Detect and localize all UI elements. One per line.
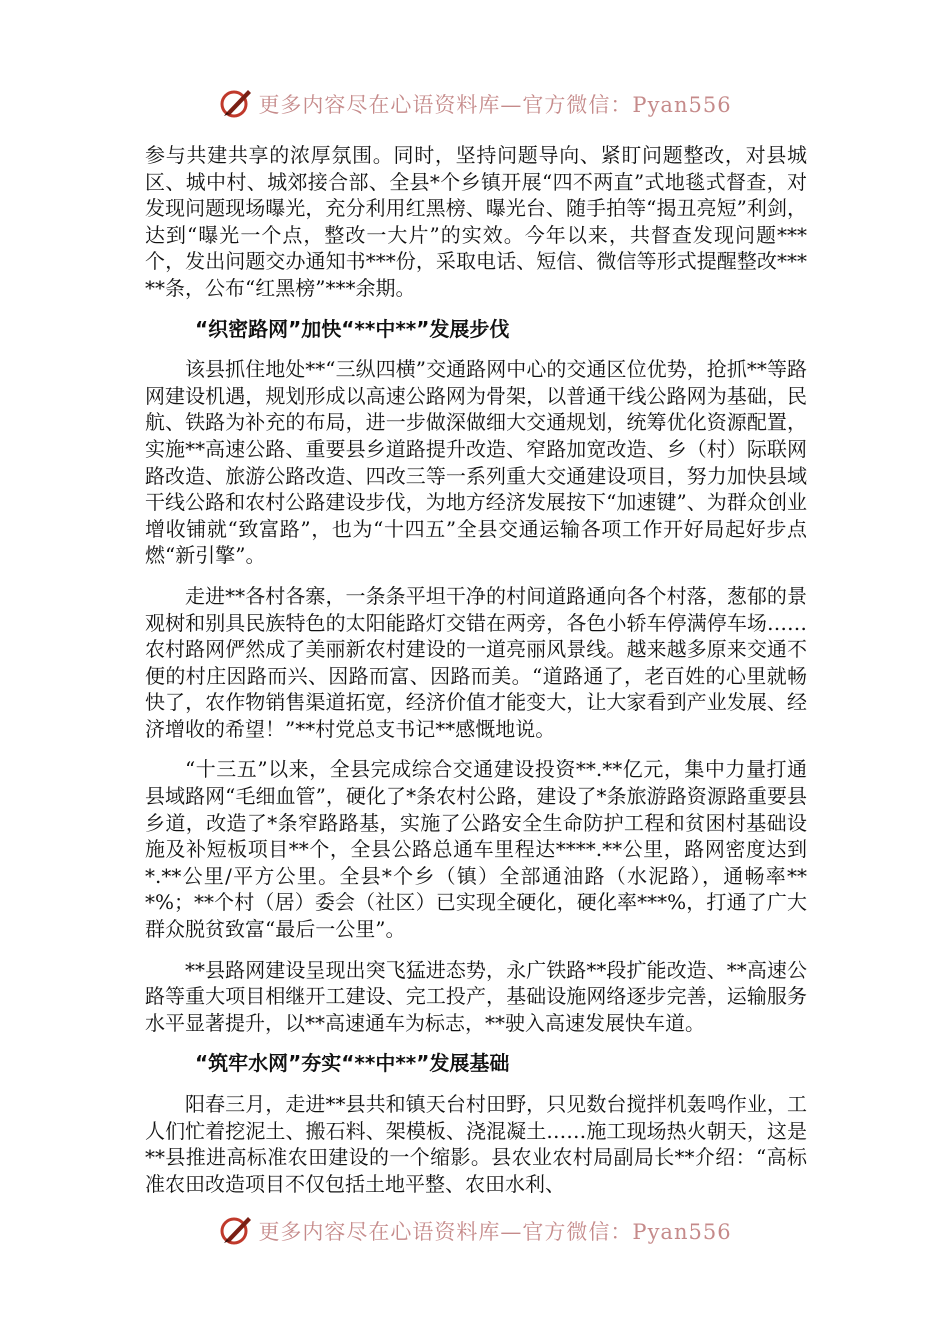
watermark-text: 更多内容尽在心语资料库—官方微信：Pyan556 xyxy=(258,1220,732,1244)
section-heading-road-network: “织密路网”加快“**中**”发展步伐 xyxy=(195,316,510,341)
paragraph-farmland-project: 阳春三月，走进**县共和镇天台村田野，只见数台搅拌机轰鸣作业，工人们忙着挖泥土、搬石料、架模板、浇混凝土……施工现场热火朝天，这是**县推进高标准农田建设的一个缩影。县农业农村局副局长**介绍：“高标准农田改造项目不仅包括土地平整、农田水利、 xyxy=(145,1092,807,1196)
watermark-banner-top xyxy=(0,84,950,124)
section-heading-water-network: “筑牢水网”夯实“**中**”发展基础 xyxy=(195,1051,510,1076)
paragraph-road-network-plan: 该县抓住地处**“三纵四横”交通路网中心的交通区位优势，抢抓**等路网建设机遇，规划形成以高速公路网为骨架，以普通干线公路网为基础，民航、铁路为补充的布局，进一步做深做细大交通规划，统筹优化资源配置，实施**高速公路、重要县乡道路提升改造、窄路加宽改造、乡（村）际联网路改造、旅游公路改造、四改三等一系列重大交通建设项目，努力加快县域干线公路和农村公路建设步伐，为地方经济发展按下“加速键”、为群众创业增收铺就“致富路”，也为“十四五”全县交通运输各项工作开好局起好步点燃“新引擎”。 xyxy=(145,357,807,568)
watermark-text: 更多内容尽在心语资料库—官方微信：Pyan556 xyxy=(258,93,732,117)
paragraph-village-roads: 走进**各村各寨，一条条平坦干净的村间道路通向各个村落，葱郁的景观树和别具民族特色的太阳能路灯交错在两旁，各色小轿车停满停车场……农村路网俨然成了美丽新农村建设的一道亮丽风景线。越来越多原来交通不便的村庄因路而兴、因路而富、因路而美。“道路通了，老百姓的心里就畅快了，农作物销售渠道拓宽，经济价值才能变大，让大家看到产业发展、经济增收的希望！”**村党总支书记**感慨地说。 xyxy=(145,583,807,741)
document-body xyxy=(145,142,807,1197)
quill-pen-logo-icon xyxy=(218,1213,254,1249)
paragraph-highway-progress: **县路网建设呈现出突飞猛进态势，永广铁路**段扩能改造、**高速公路等重大项目相继开工建设、完工投产，基础设施网络逐步完善，运输服务水平显著提升，以**高速通车为标志，**驶入高速发展快车道。 xyxy=(145,957,807,1035)
watermark-banner-bottom xyxy=(0,1211,950,1251)
paragraph-investment-stats: “十三五”以来，全县完成综合交通建设投资**.**亿元，集中力量打通县域路网“毛细血管”，硬化了*条农村公路，建设了*条旅游路资源路重要县乡道，改造了*条窄路路基，实施了公路安全生命防护工程和贫困村基础设施及补短板项目**个，全县公路总通车里程达****.**公里，路网密度达到*.**公里/平方公里。全县*个乡（镇）全部通油路（水泥路），通畅率***%；**个村（居）委会（社区）已实现全硬化，硬化率***%，打通了广大群众脱贫致富“最后一公里”。 xyxy=(145,757,807,942)
quill-pen-logo-icon xyxy=(218,86,254,122)
paragraph-continued: 参与共建共享的浓厚氛围。同时，坚持问题导向、紧盯问题整改，对县城区、城中村、城郊接合部、全县*个乡镇开展“四不两直”式地毯式督查，对发现问题现场曝光，充分利用红黑榜、曝光台、随手拍等“揭丑亮短”利剑，达到“曝光一个点，整改一大片”的实效。今年以来，共督查发现问题***个，发出问题交办通知书***份，采取电话、短信、微信等形式提醒整改*****条，公布“红黑榜”***余期。 xyxy=(145,143,807,300)
